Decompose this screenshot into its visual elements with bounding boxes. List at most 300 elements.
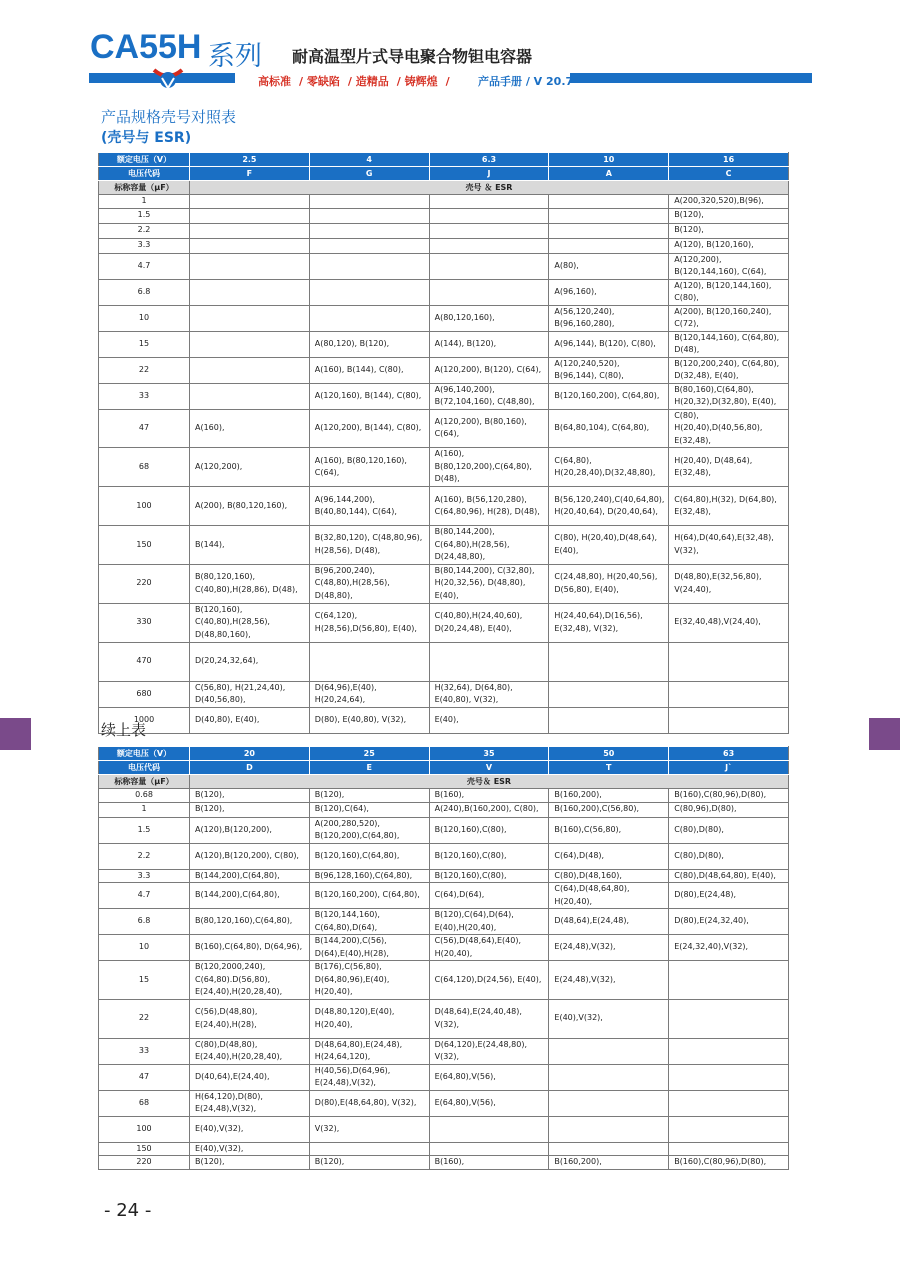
case-esr-cell: [549, 707, 669, 733]
table-body: [99, 747, 789, 1170]
case-esr-cell: C(64,80),H(32), D(64,80), E(32,48),: [669, 487, 789, 526]
table-row: [99, 761, 789, 775]
case-esr-cell: [669, 1064, 789, 1090]
case-esr-header: 壳号 ＆ ESR: [190, 181, 789, 195]
case-esr-cell: [190, 195, 310, 209]
voltage-value: 25: [309, 747, 429, 761]
case-esr-cell: C(56),D(48,64),E(40), H(20,40),: [429, 935, 549, 961]
capacitance-value: 470: [99, 642, 190, 681]
case-esr-cell: A(240),B(160,200), C(80),: [429, 802, 549, 817]
case-esr-cell: D(80),E(24,48),: [669, 883, 789, 909]
capacitance-value: 47: [99, 409, 190, 448]
case-esr-cell: B(96,128,160),C(64,80),: [309, 869, 429, 883]
table-row: [99, 526, 789, 565]
case-esr-cell: [309, 208, 429, 223]
case-esr-cell: V(32),: [309, 1116, 429, 1142]
case-esr-cell: [429, 208, 549, 223]
case-esr-cell: C(56),D(48,80), E(24,40),H(28),: [190, 999, 310, 1038]
table-row: [99, 1038, 789, 1064]
table-row: [99, 448, 789, 487]
case-esr-cell: B(120),: [669, 223, 789, 238]
case-esr-cell: B(80,120,160),C(64,80),: [190, 909, 310, 935]
case-esr-cell: B(120,200,240), C(64,80), D(32,48), E(40),: [669, 357, 789, 383]
voltage-code: E: [309, 761, 429, 775]
case-esr-cell: C(64),D(48,64,80), H(20,40),: [549, 883, 669, 909]
case-esr-cell: C(64,80), H(20,28,40),D(32,48,80),: [549, 448, 669, 487]
case-esr-cell: C(80,96),D(80),: [669, 802, 789, 817]
case-esr-cell: A(200,320,520),B(96),: [669, 195, 789, 209]
case-esr-cell: B(80,120,160), C(40,80),H(28,86), D(48),: [190, 564, 310, 603]
table-row: [99, 789, 789, 803]
case-esr-cell: [309, 238, 429, 253]
case-esr-cell: C(64,120), H(28,56),D(56,80), E(40),: [309, 603, 429, 642]
voltage-value: 63: [669, 747, 789, 761]
case-esr-cell: A(120),B(120,200),: [190, 817, 310, 843]
capacitance-value: 220: [99, 1156, 190, 1170]
case-esr-cell: A(120), B(120,144,160), C(80),: [669, 279, 789, 305]
case-esr-cell: C(80),D(80),: [669, 843, 789, 869]
table-row: [99, 681, 789, 707]
page-number: - 24 -: [104, 1200, 152, 1221]
case-esr-cell: B(32,80,120), C(48,80,96), H(28,56), D(48),: [309, 526, 429, 565]
voltage-code: V: [429, 761, 549, 775]
case-esr-cell: [429, 253, 549, 279]
case-esr-cell: A(120,200), B(120,144,160), C(64),: [669, 253, 789, 279]
case-esr-cell: [669, 1142, 789, 1156]
table-row: [99, 707, 789, 733]
series-label: 系列: [208, 41, 262, 72]
table-row: [99, 153, 789, 167]
case-esr-cell: C(56,80), H(21,24,40), D(40,56,80),: [190, 681, 310, 707]
case-esr-cell: B(160),C(56,80),: [549, 817, 669, 843]
capacitance-value: 2.2: [99, 843, 190, 869]
case-esr-cell: B(120,160,200), C(64,80),: [309, 883, 429, 909]
case-esr-cell: B(80,144,200), C(64,80),H(28,56), D(24,48,80),: [429, 526, 549, 565]
case-esr-cell: A(120), B(120,160),: [669, 238, 789, 253]
case-esr-cell: B(160,200),: [549, 1156, 669, 1170]
brand-logo-icon: [152, 66, 184, 92]
case-esr-cell: E(24,48),V(32),: [549, 935, 669, 961]
case-esr-cell: [669, 961, 789, 1000]
case-esr-cell: A(160), B(144), C(80),: [309, 357, 429, 383]
case-esr-cell: H(40,56),D(64,96), E(24,48),V(32),: [309, 1064, 429, 1090]
case-esr-cell: C(80), H(20,40),D(40,56,80), E(32,48),: [669, 409, 789, 448]
section-subtitle: (壳号与 ESR): [101, 130, 192, 146]
case-esr-cell: [669, 999, 789, 1038]
capacitance-value: 3.3: [99, 238, 190, 253]
capacitance-value: 150: [99, 526, 190, 565]
case-esr-cell: [549, 642, 669, 681]
case-esr-cell: [429, 195, 549, 209]
voltage-code: F: [190, 167, 310, 181]
table-row: [99, 331, 789, 357]
case-esr-cell: C(64),D(64),: [429, 883, 549, 909]
case-esr-cell: B(120,160),C(80),: [429, 869, 549, 883]
table-row: [99, 909, 789, 935]
case-esr-cell: B(120),: [309, 789, 429, 803]
case-esr-cell: [669, 1038, 789, 1064]
table-row: [99, 305, 789, 331]
table-row: [99, 935, 789, 961]
capacitance-value: 0.68: [99, 789, 190, 803]
voltage-code: T: [549, 761, 669, 775]
case-esr-cell: C(80), H(20,40),D(48,64), E(40),: [549, 526, 669, 565]
side-tab-right: [869, 718, 900, 750]
capacitance-value: 68: [99, 1090, 190, 1116]
table-row: [99, 409, 789, 448]
case-esr-cell: [309, 642, 429, 681]
case-esr-cell: [190, 279, 310, 305]
case-esr-cell: [549, 1064, 669, 1090]
voltage-value: 2.5: [190, 153, 310, 167]
case-esr-cell: B(120),: [190, 1156, 310, 1170]
case-esr-cell: A(120,240,520), B(96,144), C(80),: [549, 357, 669, 383]
case-esr-cell: [549, 1142, 669, 1156]
case-esr-cell: [669, 1116, 789, 1142]
case-esr-cell: A(96,144,200), B(40,80,144), C(64),: [309, 487, 429, 526]
capacitance-value: 680: [99, 681, 190, 707]
case-esr-cell: B(144,200),C(64,80),: [190, 869, 310, 883]
case-esr-cell: B(160),C(80,96),D(80),: [669, 789, 789, 803]
capacitance-value: 15: [99, 961, 190, 1000]
case-esr-cell: [190, 357, 310, 383]
table-row: [99, 195, 789, 209]
case-esr-cell: B(120),C(64),: [309, 802, 429, 817]
case-esr-cell: [309, 305, 429, 331]
voltage-value: 20: [190, 747, 310, 761]
case-esr-cell: B(120),: [309, 1156, 429, 1170]
case-esr-cell: E(24,32,40),V(32),: [669, 935, 789, 961]
capacitance-value: 150: [99, 1142, 190, 1156]
table-row: [99, 208, 789, 223]
capacitance-value: 22: [99, 357, 190, 383]
case-esr-cell: B(80,144,200), C(32,80), H(20,32,56), D(48,80), E(40),: [429, 564, 549, 603]
case-esr-cell: B(160),C(80,96),D(80),: [669, 1156, 789, 1170]
case-esr-cell: [549, 681, 669, 707]
voltage-header-label: 额定电压（V）: [99, 153, 190, 167]
case-esr-cell: E(40),: [429, 707, 549, 733]
capacitance-value: 2.2: [99, 223, 190, 238]
case-esr-cell: [309, 279, 429, 305]
table-row: [99, 1064, 789, 1090]
capacitance-value: 15: [99, 331, 190, 357]
table-row: [99, 843, 789, 869]
table-row: [99, 1156, 789, 1170]
case-esr-cell: H(24,40,64),D(16,56), E(32,48), V(32),: [549, 603, 669, 642]
case-esr-cell: [190, 305, 310, 331]
case-esr-cell: A(120,200), B(144), C(80),: [309, 409, 429, 448]
case-esr-cell: [549, 1116, 669, 1142]
case-esr-cell: E(64,80),V(56),: [429, 1064, 549, 1090]
case-esr-cell: B(96,200,240), C(48,80),H(28,56), D(48,80),: [309, 564, 429, 603]
case-esr-cell: [429, 1116, 549, 1142]
case-esr-cell: B(160),C(64,80), D(64,96),: [190, 935, 310, 961]
case-esr-cell: D(20,24,32,64),: [190, 642, 310, 681]
code-header-label: 电压代码: [99, 167, 190, 181]
table-row: [99, 1142, 789, 1156]
case-esr-cell: B(64,80,104), C(64,80),: [549, 409, 669, 448]
case-esr-cell: D(40,80), E(40),: [190, 707, 310, 733]
case-esr-cell: D(40,64),E(24,40),: [190, 1064, 310, 1090]
case-esr-cell: [429, 1142, 549, 1156]
case-esr-cell: [190, 238, 310, 253]
table-row: [99, 999, 789, 1038]
table-row: [99, 869, 789, 883]
table-row: [99, 603, 789, 642]
voltage-code: J`: [669, 761, 789, 775]
capacitance-value: 1: [99, 195, 190, 209]
capacitance-value: 100: [99, 1116, 190, 1142]
capacitance-value: 1.5: [99, 208, 190, 223]
table-row: [99, 564, 789, 603]
case-esr-cell: C(80),D(48,80), E(24,40),H(20,28,40),: [190, 1038, 310, 1064]
table-row: [99, 802, 789, 817]
case-esr-cell: C(64),D(48),: [549, 843, 669, 869]
case-esr-cell: A(80),: [549, 253, 669, 279]
case-esr-cell: [190, 253, 310, 279]
case-esr-cell: [429, 642, 549, 681]
case-esr-cell: A(80,120,160),: [429, 305, 549, 331]
capacitance-value: 22: [99, 999, 190, 1038]
capacitance-value: 1: [99, 802, 190, 817]
capacitance-header-label: 标称容量（μF）: [99, 775, 190, 789]
table-row: [99, 383, 789, 409]
capacitance-value: 100: [99, 487, 190, 526]
case-esr-cell: D(48,64),E(24,48),: [549, 909, 669, 935]
case-esr-cell: B(120),C(64),D(64), E(40),H(20,40),: [429, 909, 549, 935]
case-esr-cell: B(120),: [190, 789, 310, 803]
case-esr-cell: A(120,200), B(80,160), C(64),: [429, 409, 549, 448]
case-esr-cell: A(160),: [190, 409, 310, 448]
table-row: [99, 1090, 789, 1116]
case-esr-cell: [190, 331, 310, 357]
header-bar-right: [570, 73, 812, 83]
case-esr-cell: [549, 238, 669, 253]
table-row: [99, 181, 789, 195]
capacitance-value: 1000: [99, 707, 190, 733]
case-esr-cell: C(24,48,80), H(20,40,56), D(56,80), E(40),: [549, 564, 669, 603]
case-esr-cell: B(120),: [669, 208, 789, 223]
case-esr-cell: [429, 238, 549, 253]
case-esr-cell: D(48,80),E(32,56,80), V(24,40),: [669, 564, 789, 603]
case-esr-cell: H(64,120),D(80), E(24,48),V(32),: [190, 1090, 310, 1116]
case-esr-cell: B(120,160,200), C(64,80),: [549, 383, 669, 409]
table-row: [99, 817, 789, 843]
case-esr-cell: [549, 1038, 669, 1064]
case-esr-cell: E(24,48),V(32),: [549, 961, 669, 1000]
case-esr-cell: B(120,2000,240), C(64,80).D(56,80), E(24,40),H(20,28,40),: [190, 961, 310, 1000]
case-esr-cell: B(120,144,160), C(64,80), D(48),: [669, 331, 789, 357]
case-esr-cell: [429, 223, 549, 238]
case-esr-cell: E(40),V(32),: [190, 1116, 310, 1142]
voltage-value: 50: [549, 747, 669, 761]
table-row: [99, 279, 789, 305]
continued-title: 续上表: [101, 721, 147, 739]
capacitance-header-label: 标称容量（μF）: [99, 181, 190, 195]
voltage-code: A: [549, 167, 669, 181]
voltage-header-label: 额定电压（V）: [99, 747, 190, 761]
capacitance-value: 330: [99, 603, 190, 642]
case-esr-cell: B(56,120,240),C(40,64,80), H(20,40,64), D(20,40,64),: [549, 487, 669, 526]
case-esr-cell: E(40),V(32),: [190, 1142, 310, 1156]
voltage-value: 35: [429, 747, 549, 761]
table-row: [99, 487, 789, 526]
voltage-value: 16: [669, 153, 789, 167]
capacitance-value: 220: [99, 564, 190, 603]
case-esr-cell: E(64,80),V(56),: [429, 1090, 549, 1116]
case-esr-cell: B(120,160), C(40,80),H(28,56), D(48,80,160),: [190, 603, 310, 642]
case-esr-cell: D(64,96),E(40), H(20,24,64),: [309, 681, 429, 707]
case-esr-cell: B(120,160),C(80),: [429, 843, 549, 869]
side-tab-left: [0, 718, 31, 750]
case-esr-cell: [309, 253, 429, 279]
case-esr-cell: B(176),C(56,80), D(64,80,96),E(40), H(20,40),: [309, 961, 429, 1000]
case-esr-cell: B(120,160),C(64,80),: [309, 843, 429, 869]
case-esr-cell: [190, 208, 310, 223]
case-esr-cell: C(80),D(48,64,80), E(40),: [669, 869, 789, 883]
case-esr-cell: B(160),: [429, 1156, 549, 1170]
case-esr-cell: [190, 223, 310, 238]
model-title: CA55H: [90, 28, 202, 66]
case-esr-cell: D(80),E(48,64,80), V(32),: [309, 1090, 429, 1116]
case-esr-cell: [669, 681, 789, 707]
capacitance-value: 10: [99, 305, 190, 331]
case-esr-cell: [429, 279, 549, 305]
capacitance-value: 47: [99, 1064, 190, 1090]
table-row: [99, 238, 789, 253]
voltage-value: 10: [549, 153, 669, 167]
case-esr-cell: E(32,40,48),V(24,40),: [669, 603, 789, 642]
case-esr-cell: B(144,200),C(64,80),: [190, 883, 310, 909]
case-esr-cell: B(160),: [429, 789, 549, 803]
case-esr-cell: [669, 1090, 789, 1116]
slogan-5: /: [445, 75, 450, 88]
voltage-code: C: [669, 167, 789, 181]
case-esr-cell: [549, 1090, 669, 1116]
case-esr-cell: [309, 195, 429, 209]
capacitance-value: 1.5: [99, 817, 190, 843]
table-row: [99, 167, 789, 181]
table-body: [99, 153, 789, 734]
case-esr-cell: D(80), E(40,80), V(32),: [309, 707, 429, 733]
case-esr-cell: A(96,140,200), B(72,104,160), C(48,80),: [429, 383, 549, 409]
case-esr-cell: [190, 383, 310, 409]
section-title: 产品规格壳号对照表: [101, 108, 237, 126]
capacitance-value: 6.8: [99, 909, 190, 935]
case-esr-cell: H(32,64), D(64,80), E(40,80), V(32),: [429, 681, 549, 707]
table-row: [99, 1116, 789, 1142]
case-esr-cell: A(160), B(56,120,280), C(64,80,96), H(28), D(48),: [429, 487, 549, 526]
case-esr-cell: D(64,120),E(24,48,80), V(32),: [429, 1038, 549, 1064]
case-esr-cell: D(48,64),E(24,40,48), V(32),: [429, 999, 549, 1038]
slogan-line: [258, 73, 458, 89]
slogan-2: / 零缺陷: [299, 75, 340, 88]
case-esr-cell: C(80),D(80),: [669, 817, 789, 843]
case-esr-cell: A(200), B(120,160,240), C(72),: [669, 305, 789, 331]
case-esr-cell: B(120),: [190, 802, 310, 817]
case-esr-cell: A(80,120), B(120),: [309, 331, 429, 357]
case-esr-cell: A(160), B(80,120,160), C(64),: [309, 448, 429, 487]
case-esr-cell: B(144,200),C(56), D(64),E(40),H(28),: [309, 935, 429, 961]
case-esr-cell: A(200,280,520), B(120,200),C(64,80),: [309, 817, 429, 843]
case-esr-cell: [549, 208, 669, 223]
table-row: [99, 253, 789, 279]
table-row: [99, 357, 789, 383]
manual-version: 产品手册 / V 20.7: [478, 75, 574, 88]
case-esr-cell: A(96,160),: [549, 279, 669, 305]
table-row: [99, 883, 789, 909]
slogan-1: 高标准: [258, 75, 291, 88]
case-esr-cell: D(80),E(24,32,40),: [669, 909, 789, 935]
case-esr-cell: A(120,160), B(144), C(80),: [309, 383, 429, 409]
capacitance-value: 10: [99, 935, 190, 961]
spec-table-high-voltage: [98, 746, 789, 1170]
case-esr-cell: A(96,144), B(120), C(80),: [549, 331, 669, 357]
case-esr-cell: H(64),D(40,64),E(32,48), V(32),: [669, 526, 789, 565]
voltage-code: J: [429, 167, 549, 181]
table-row: [99, 223, 789, 238]
case-esr-cell: B(120,160),C(80),: [429, 817, 549, 843]
capacitance-value: 3.3: [99, 869, 190, 883]
table-row: [99, 642, 789, 681]
voltage-code: D: [190, 761, 310, 775]
case-esr-cell: [309, 223, 429, 238]
case-esr-cell: B(160,200),C(56,80),: [549, 802, 669, 817]
case-esr-cell: A(144), B(120),: [429, 331, 549, 357]
case-esr-cell: D(48,80,120),E(40), H(20,40),: [309, 999, 429, 1038]
case-esr-cell: [309, 1142, 429, 1156]
code-header-label: 电压代码: [99, 761, 190, 775]
capacitance-value: 68: [99, 448, 190, 487]
table-row: [99, 961, 789, 1000]
table-row: [99, 775, 789, 789]
case-esr-cell: [669, 707, 789, 733]
case-esr-cell: C(80),D(48,160),: [549, 869, 669, 883]
capacitance-value: 4.7: [99, 253, 190, 279]
case-esr-cell: A(160), B(80,120,200),C(64,80), D(48),: [429, 448, 549, 487]
case-esr-cell: H(20,40), D(48,64), E(32,48),: [669, 448, 789, 487]
case-esr-cell: C(40,80),H(24,40,60), D(20,24,48), E(40),: [429, 603, 549, 642]
case-esr-cell: [669, 642, 789, 681]
capacitance-value: 33: [99, 383, 190, 409]
case-esr-cell: B(120,144,160), C(64,80),D(64),: [309, 909, 429, 935]
case-esr-cell: A(120,200),: [190, 448, 310, 487]
case-esr-cell: C(64,120),D(24,56), E(40),: [429, 961, 549, 1000]
case-esr-cell: D(48,64,80),E(24,48), H(24,64,120),: [309, 1038, 429, 1064]
slogan-3: / 造精品: [347, 75, 389, 88]
capacitance-value: 33: [99, 1038, 190, 1064]
case-esr-cell: B(144),: [190, 526, 310, 565]
table-row: [99, 747, 789, 761]
voltage-code: G: [309, 167, 429, 181]
case-esr-cell: E(40),V(32),: [549, 999, 669, 1038]
case-esr-cell: [549, 223, 669, 238]
case-esr-header: 壳号＆ ESR: [190, 775, 789, 789]
voltage-value: 6.3: [429, 153, 549, 167]
capacitance-value: 4.7: [99, 883, 190, 909]
capacitance-value: 6.8: [99, 279, 190, 305]
case-esr-cell: B(80,160),C(64,80), H(20,32),D(32,80), E(40),: [669, 383, 789, 409]
case-esr-cell: A(120,200), B(120), C(64),: [429, 357, 549, 383]
voltage-value: 4: [309, 153, 429, 167]
case-esr-cell: B(160,200),: [549, 789, 669, 803]
case-esr-cell: A(56,120,240), B(96,160,280),: [549, 305, 669, 331]
case-esr-cell: A(120),B(120,200), C(80),: [190, 843, 310, 869]
case-esr-cell: [549, 195, 669, 209]
spec-table-low-voltage: [98, 152, 789, 734]
slogan-4: / 铸辉煌: [396, 75, 438, 88]
case-esr-cell: A(200), B(80,120,160),: [190, 487, 310, 526]
